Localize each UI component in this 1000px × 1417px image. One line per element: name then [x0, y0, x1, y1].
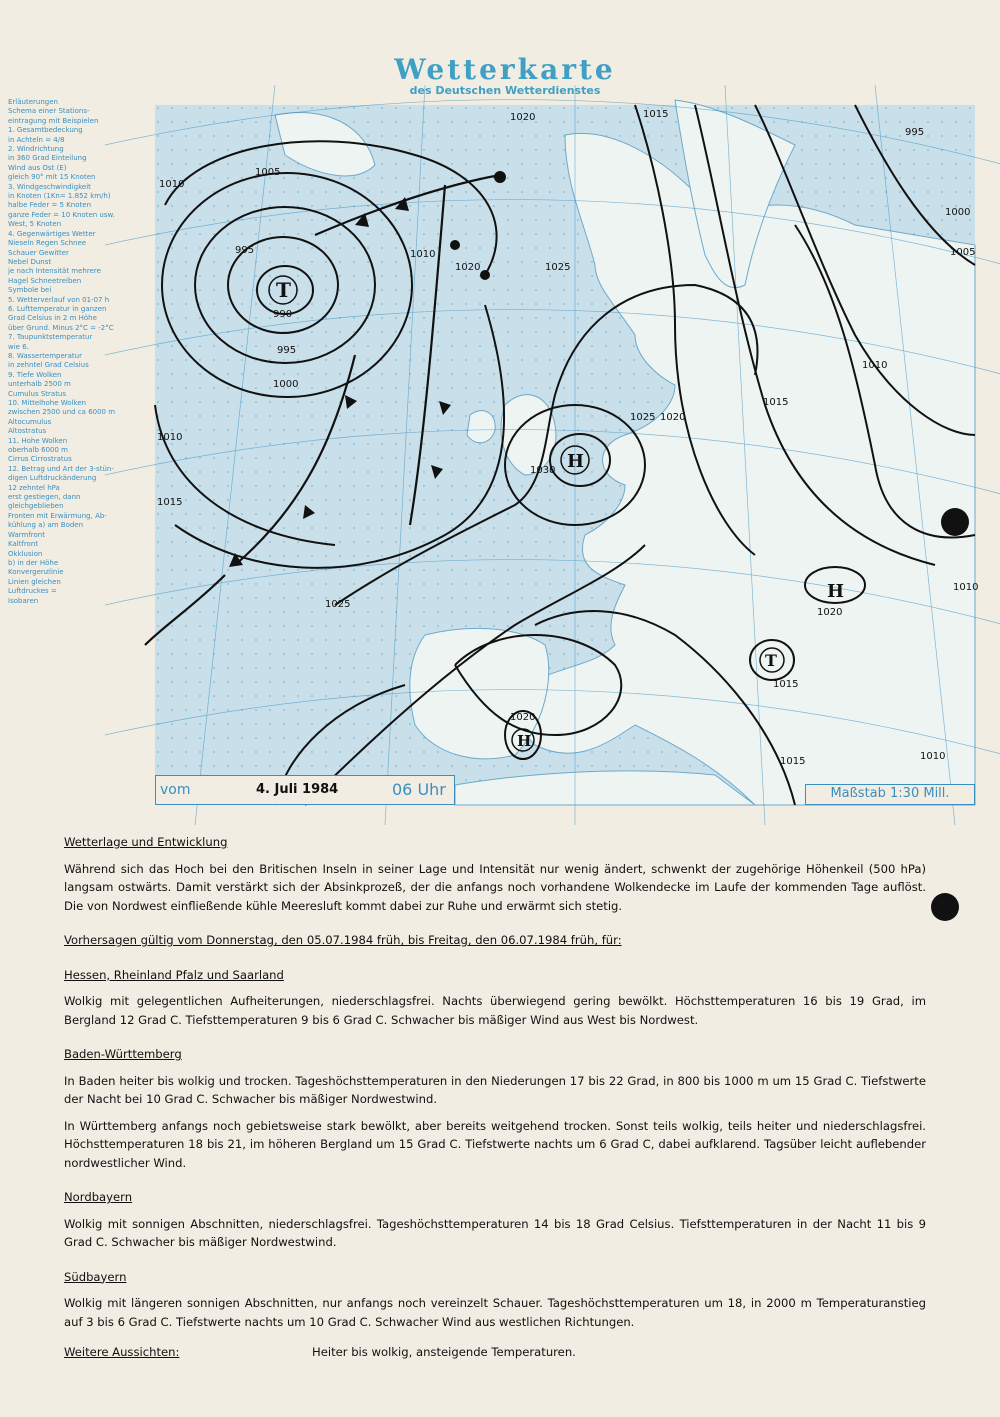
- map-date-bar: [155, 775, 455, 805]
- legend-line: b) in der Höhe: [8, 558, 59, 567]
- ireland: [467, 411, 495, 443]
- high-label-iberia: H: [517, 732, 532, 750]
- isobar-label: 1005: [950, 247, 976, 258]
- isobar-label: 995: [905, 127, 925, 138]
- text-suedbayern: Wolkig mit längeren sonnigen Abschnitten, nur anfangs noch vereinzelt Schauer. Tageshöchsttemperaturen um 18, in 2000 m Temperaturanstieg auf 3 bis 6 Grad C. Tiefstwerte nachts um 10 Grad C. Schwacher Wind aus westlichen Richtungen.: [64, 1296, 926, 1329]
- isobar-label: 1030: [530, 465, 556, 476]
- isobar-label: 1020: [455, 262, 481, 273]
- isobar-label: 1005: [255, 167, 281, 178]
- legend-line: Nieseln Regen Schnee: [8, 239, 87, 248]
- legend-line: 4. Gegenwärtiges Wetter: [8, 229, 96, 238]
- isobar-label: 1015: [773, 679, 799, 690]
- legend-line: je nach Intensität mehrere: [8, 267, 101, 276]
- legend-line: Luftdruckes =: [8, 587, 57, 596]
- text-wuerttemberg: In Württemberg anfangs noch gebietsweise stark bewölkt, aber bereits weitgehend trocken. Sonst teils wolkig, teils heiter und niederschlagsfrei. Höchsttemperaturen 18 bis 21, im höheren Bergland um 15 Grad C. Tiefstwerte nachts um 6 Grad C, dabei aufklarend. Tagsüber leicht auflebender nordwestlicher Wind.: [64, 1118, 926, 1170]
- isobar-label: 1020: [660, 412, 686, 423]
- low-label-italy: T: [765, 651, 777, 670]
- legend-line: 10. Mittelhohe Wolken: [8, 399, 87, 407]
- map-scale: Maßstab 1:30 Mill.: [805, 784, 975, 805]
- isobar-label: 1000: [945, 207, 971, 218]
- legend-line: Cumulus Stratus: [8, 389, 67, 398]
- legend-line: in Achteln = 4/8: [8, 135, 65, 144]
- isobar-label: 1010: [953, 582, 979, 593]
- legend-line: in zehntel Grad Celsius: [8, 361, 89, 370]
- heading-baden-wuerttemberg: Baden-Württemberg: [64, 1047, 182, 1061]
- legend-line: ganze Feder = 10 Knoten usw.: [8, 210, 115, 219]
- heading-nordbayern: Nordbayern: [64, 1190, 133, 1204]
- text-baden: In Baden heiter bis wolkig und trocken. Tageshöchsttemperaturen in den Niederungen 17 bis 22 Grad, in 800 bis 1000 m um 15 Grad C. Tiefstwerte der Nacht bei 10 Grad C. Schwacher bis mäßiger Nordwestwind.: [64, 1073, 926, 1106]
- legend-line: 12. Betrag und Art der 3-stün-: [8, 464, 114, 473]
- legend-line: gleich 90° mit 15 Knoten: [8, 173, 96, 182]
- isobar-label: 1000: [273, 379, 299, 390]
- legend-line: digen Luftdruckänderung: [8, 474, 97, 483]
- legend-line: Konvergenzlinie: [8, 568, 64, 577]
- isobar-label: 1025: [545, 262, 571, 273]
- isobar-label: 1010: [862, 360, 888, 371]
- isobar-label: 1010: [410, 249, 436, 260]
- isobar-label: 1015: [763, 397, 789, 408]
- legend-line: halbe Feder = 5 Knoten: [8, 201, 92, 210]
- text-wetterlage: Während sich das Hoch bei den Britischen Inseln in seiner Lage und Intensität nur wenig ändert, schwenkt der zugehörige Höhenkeil (500 hPa) langsam ostwärts. Damit verstärkt sich der Absinkprozeß, der die anfangs noch vorhandene Wolkendecke im Laufe der kommenden Tage auflöst. Die von Nordwest einfließende kühle Meeresluft kommt dabei zur Ruhe und erwärmt sich stetig.: [64, 861, 926, 913]
- legend-line: eintragung mit Beispielen: [8, 116, 99, 125]
- legend-line: Nebel Dunst: [8, 257, 52, 266]
- legend-line: Warmfront: [8, 530, 45, 539]
- legend-line: 12 zehntel hPa: [8, 483, 60, 492]
- legend-line: 7. Taupunktstemperatur: [8, 333, 93, 342]
- legend-line: 8. Wassertemperatur: [8, 351, 82, 360]
- legend-line: Schema einer Stations-: [8, 107, 90, 116]
- legend-line: in 360 Grad Einteilung: [8, 154, 87, 163]
- legend-line: erst gestiegen, dann: [8, 493, 81, 502]
- legend-line: kühlung a) am Boden: [8, 521, 84, 530]
- weather-map-svg: [155, 105, 979, 805]
- isobar-label: 1020: [510, 112, 536, 123]
- legend-line: Altostratus: [8, 427, 47, 436]
- legend-line: 1. Gesamtbedeckung: [8, 126, 83, 135]
- legend-line: Fronten mit Erwärmung, Ab-: [8, 511, 107, 520]
- legend-line: 6. Lufttemperatur in ganzen: [8, 304, 107, 313]
- legend-line: 2. Windrichtung: [8, 145, 64, 154]
- legend-line: Wind aus Ost (E): [8, 163, 67, 172]
- legend-line: Hagel Schneetreiben: [8, 276, 82, 285]
- isobar-label: 1015: [780, 756, 806, 767]
- legend-line: West, 5 Knoten: [8, 220, 62, 229]
- forecast-text: [64, 833, 926, 1362]
- map-subtitle: des Deutschen Wetterdienstes: [409, 84, 601, 97]
- high-label-britain: H: [567, 451, 585, 472]
- legend-line: Schauer Gewitter: [8, 248, 69, 257]
- heading-vorhersage: Vorhersagen gültig vom Donnerstag, den 05.07.1984 früh, bis Freitag, den 06.07.1984 früh, für:: [64, 933, 622, 947]
- isobar-label: 995: [277, 345, 297, 356]
- legend-line: in Knoten (1Kn= 1.852 km/h): [8, 192, 111, 201]
- heading-suedbayern: Südbayern: [64, 1269, 127, 1284]
- legend-line: oberhalb 6000 m: [8, 446, 68, 455]
- isobar-label: 1020: [510, 712, 536, 723]
- text-hessen: Wolkig mit gelegentlichen Aufheiterungen, niederschlagsfrei. Nachts überwiegend gering bewölkt. Höchsttemperaturen 16 bis 19 Grad, im Bergland 12 Grad C. Tiefsttemperaturen 9 bis 6 Grad C. Schwacher bis mäßiger Wind aus West bis Nordwest.: [64, 994, 926, 1027]
- legend-line: Erläuterungen: [8, 98, 58, 106]
- text-aussichten: Heiter bis wolkig, ansteigende Temperaturen.: [312, 1345, 576, 1359]
- isobar-label: 1010: [920, 751, 946, 762]
- legend-line: 11. Hohe Wolken: [8, 436, 68, 445]
- legend-line: 9. Tiefe Wolken: [8, 370, 62, 379]
- isobar-label: 1015: [643, 109, 669, 120]
- legend-line: gleichgeblieben: [8, 502, 64, 511]
- map-title-block: [360, 55, 650, 97]
- legend-line: Kaltfront: [8, 540, 39, 549]
- legend-line: 3. Windgeschwindigkeit: [8, 182, 91, 191]
- high-label-east: H: [827, 581, 845, 602]
- legend-line: über Grund. Minus 2°C = -2°C: [8, 323, 114, 332]
- text-nordbayern: Wolkig mit sonnigen Abschnitten, niederschlagsfrei. Tageshöchsttemperaturen 14 bis 18 Grad Celsius. Tiefsttemperaturen in der Nacht 11 bis 9 Grad C. Schwacher bis mäßiger Nordwestwind.: [64, 1216, 926, 1249]
- isobar-label: 1025: [630, 412, 656, 423]
- legend-line: zwischen 2500 und ca 6000 m: [8, 408, 116, 417]
- heading-aussichten: Weitere Aussichten:: [64, 1345, 180, 1359]
- low-label-atlantic: T: [276, 278, 291, 302]
- heading-hessen: Hessen, Rheinland Pfalz und Saarland: [64, 967, 284, 982]
- legend-line: Okklusion: [8, 549, 43, 558]
- aussichten-row: [64, 1343, 926, 1362]
- legend-line: Linien gleichen: [8, 577, 61, 586]
- punch-hole: [931, 893, 959, 921]
- isobar-label: 995: [235, 245, 255, 256]
- weather-map: [155, 105, 979, 805]
- legend-line: Cirrus Cirrostratus: [8, 455, 72, 464]
- legend-line: Grad Celsius in 2 m Höhe: [8, 314, 97, 323]
- legend-line: wie 6.: [8, 342, 29, 351]
- legend-line: Symbole bei: [8, 286, 52, 295]
- isobar-label: 1020: [817, 607, 843, 618]
- punch-hole: [941, 508, 969, 536]
- isobar-label: 990: [273, 309, 293, 320]
- isobar-label: 1025: [325, 599, 351, 610]
- legend-line: unterhalb 2500 m: [8, 380, 71, 389]
- legend-line: 5. Wetterverlauf von 01-07 h: [8, 295, 110, 304]
- isobar-label: 1010: [157, 432, 183, 443]
- map-title: Wetterkarte: [394, 53, 616, 86]
- heading-wetterlage: Wetterlage und Entwicklung: [64, 835, 228, 849]
- isobar-label: 1015: [157, 497, 183, 508]
- map-date: 4. Juli 1984: [256, 782, 339, 797]
- isobar-label: 1010: [159, 179, 185, 190]
- legend-line: Isobaren: [8, 596, 39, 605]
- map-time: 06 Uhr: [392, 780, 446, 799]
- legend-line: Altocumulus: [8, 417, 52, 426]
- legend-panel: [8, 98, 154, 606]
- date-prefix: vom: [160, 782, 191, 798]
